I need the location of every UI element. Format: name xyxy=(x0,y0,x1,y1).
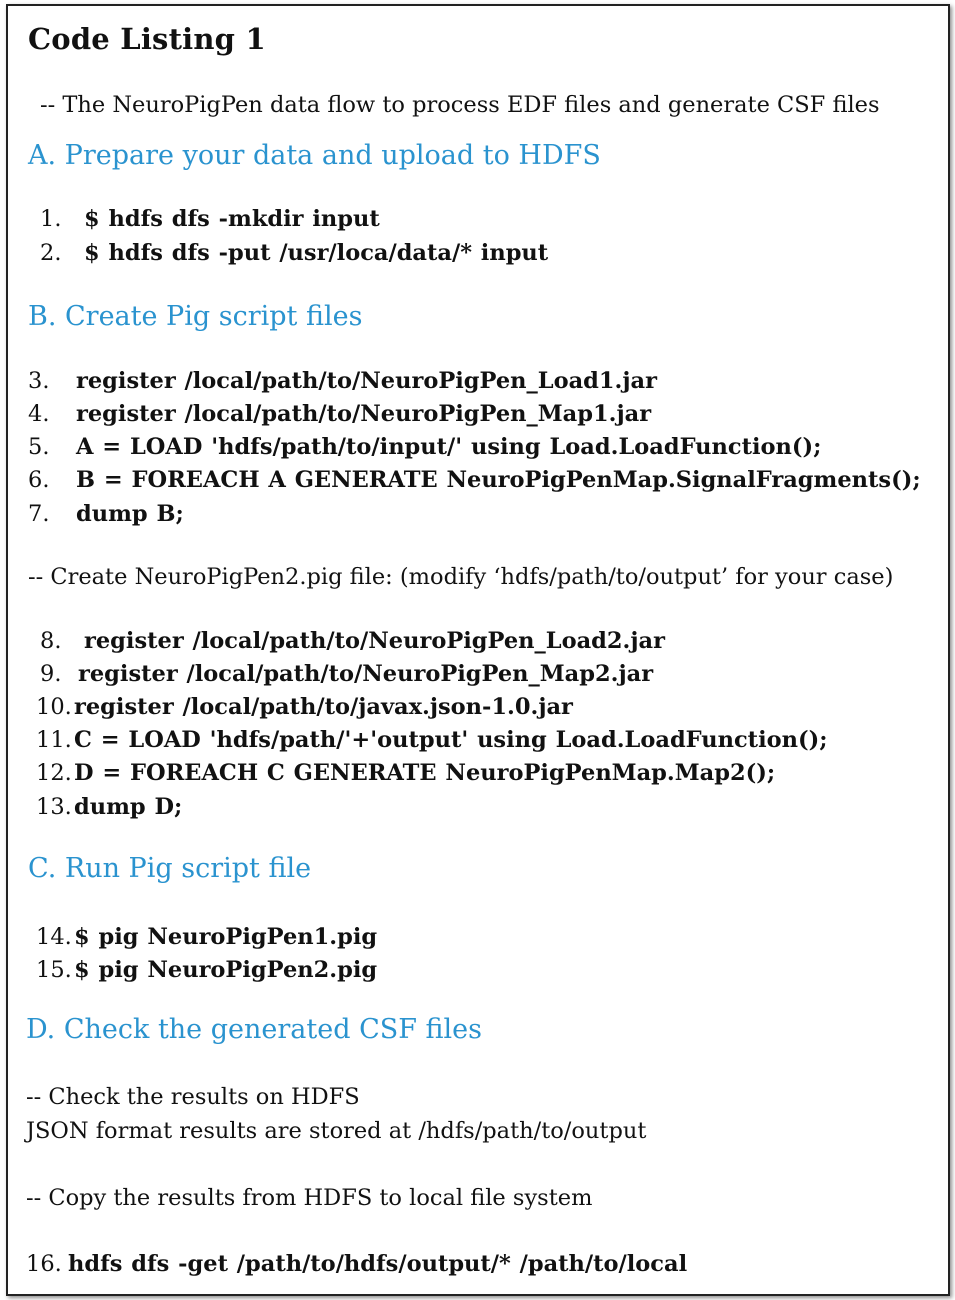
code-line-11 xyxy=(36,727,828,753)
section-b-heading: B. Create Pig script files xyxy=(28,301,363,332)
check-hdfs-comment: -- Check the results on HDFS xyxy=(26,1084,360,1110)
line-number: 5. xyxy=(28,434,50,460)
code-line-8 xyxy=(40,628,665,654)
code-text: register /local/path/to/NeuroPigPen_Map1.jar xyxy=(76,401,652,427)
line-number: 2. xyxy=(40,240,62,266)
code-line-7 xyxy=(28,501,184,527)
code-text: $ hdfs dfs -put /usr/loca/data/* input xyxy=(84,240,549,266)
listing-title: Code Listing 1 xyxy=(28,22,266,56)
line-number: 7. xyxy=(28,501,50,527)
code-text: $ pig NeuroPigPen2.pig xyxy=(74,957,378,983)
line-number: 15. xyxy=(36,957,72,983)
code-text: A = LOAD 'hdfs/path/to/input/' using Load.LoadFunction(); xyxy=(76,434,822,460)
intro-comment: -- The NeuroPigPen data flow to process EDF files and generate CSF files xyxy=(40,92,880,118)
line-number: 4. xyxy=(28,401,50,427)
code-line-5 xyxy=(28,434,821,460)
code-line-1 xyxy=(40,206,380,232)
line-number: 11. xyxy=(36,727,72,753)
code-text: register /local/path/to/javax.json-1.0.jar xyxy=(74,694,573,720)
code-line-2 xyxy=(40,240,548,266)
section-d-heading: D. Check the generated CSF files xyxy=(26,1014,483,1045)
code-text: dump B; xyxy=(76,501,184,527)
section-a-heading: A. Prepare your data and upload to HDFS xyxy=(28,140,601,171)
line-number: 1. xyxy=(40,206,62,232)
code-text: hdfs dfs -get /path/to/hdfs/output/* /path/to/local xyxy=(68,1251,688,1277)
code-line-13 xyxy=(36,794,182,820)
code-line-9 xyxy=(40,661,653,687)
code-listing-frame xyxy=(6,4,950,1296)
code-text: register /local/path/to/NeuroPigPen_Map2.jar xyxy=(78,661,654,687)
line-number: 3. xyxy=(28,368,50,394)
line-number: 8. xyxy=(40,628,62,654)
line-number: 14. xyxy=(36,924,72,950)
code-text: C = LOAD 'hdfs/path/'+'output' using Load.LoadFunction(); xyxy=(74,727,828,753)
json-results-note: JSON format results are stored at /hdfs/path/to/output xyxy=(26,1118,647,1144)
code-text: $ pig NeuroPigPen1.pig xyxy=(74,924,378,950)
code-line-3 xyxy=(28,368,657,394)
code-text: D = FOREACH C GENERATE NeuroPigPenMap.Map2(); xyxy=(74,760,776,786)
line-number: 13. xyxy=(36,794,72,820)
line-number: 16. xyxy=(26,1251,62,1277)
code-line-10 xyxy=(36,694,573,720)
copy-results-comment: -- Copy the results from HDFS to local file system xyxy=(26,1185,593,1211)
code-line-16 xyxy=(26,1251,687,1277)
code-line-14 xyxy=(36,924,377,950)
line-number: 9. xyxy=(40,661,62,687)
line-number: 6. xyxy=(28,467,50,493)
section-c-heading: C. Run Pig script file xyxy=(28,853,312,884)
line-number: 12. xyxy=(36,760,72,786)
code-text: register /local/path/to/NeuroPigPen_Load1.jar xyxy=(76,368,657,394)
code-line-15 xyxy=(36,957,377,983)
code-text: B = FOREACH A GENERATE NeuroPigPenMap.SignalFragments(); xyxy=(76,467,921,493)
code-line-6 xyxy=(28,467,921,493)
line-number: 10. xyxy=(36,694,72,720)
code-text: dump D; xyxy=(74,794,183,820)
code-line-12 xyxy=(36,760,775,786)
code-text: register /local/path/to/NeuroPigPen_Load2.jar xyxy=(84,628,665,654)
code-text: $ hdfs dfs -mkdir input xyxy=(84,206,380,232)
code-line-4 xyxy=(28,401,651,427)
pig2-comment: -- Create NeuroPigPen2.pig file: (modify ‘hdfs/path/to/output’ for your case) xyxy=(28,564,894,590)
